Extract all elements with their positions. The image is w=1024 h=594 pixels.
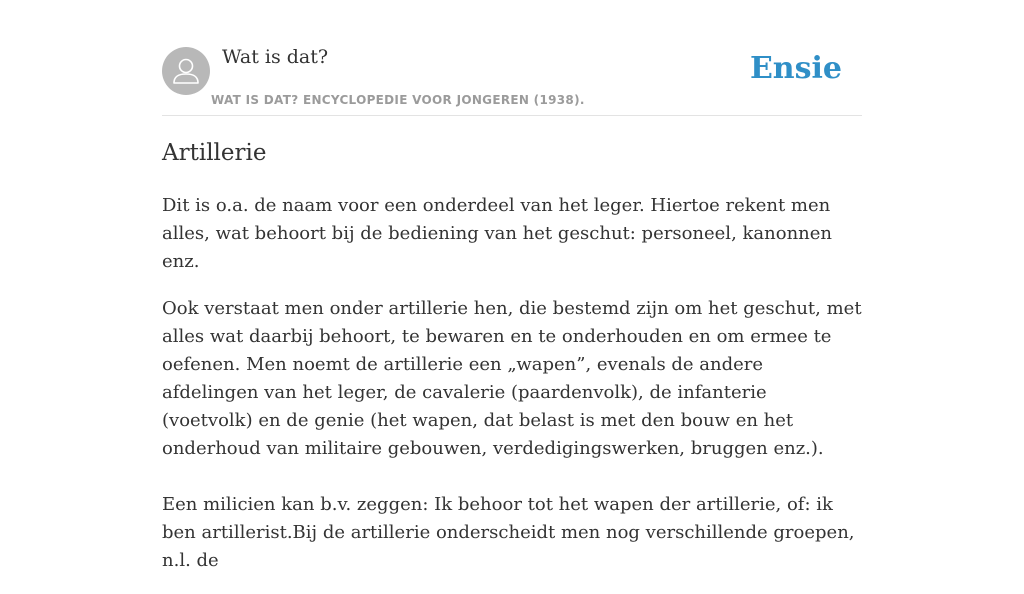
page-container [162,0,862,571]
brand-logo-link[interactable]: Ensie [749,51,842,86]
article-body [162,192,862,594]
avatar[interactable] [162,47,210,95]
source-header [162,0,862,116]
source-title[interactable]: Wat is dat? [222,46,329,68]
article-paragraph-3: Een milicien kan b.v. zeggen: Ik behoor tot het wapen der artillerie, of: ik ben artillerist.Bij de artillerie onderscheidt men nog verschillende groepen, n.l. de [162,494,855,571]
source-subtitle: WAT IS DAT? ENCYCLOPEDIE VOOR JONGEREN (1938). [211,93,585,107]
article-paragraph-2: Ook verstaat men onder artillerie hen, die bestemd zijn om het geschut, met alles wat daarbij behoort, te bewaren en te onderhouden en om ermee te oefenen. Men noemt de artillerie een „wapen”, evenals de andere afdelingen van het leger, de cavalerie (paardenvolk), de infanterie (voetvolk) en de genie (het wapen, dat belast is met den bouw en het onderhoud van militaire gebouwen, verdedigingswerken, bruggen enz.). [162,298,862,459]
article-title: Artillerie [162,140,267,166]
article-paragraph-1: Dit is o.a. de naam voor een onderdeel van het leger. Hiertoe rekent men alles, wat behoort bij de bediening van het geschut: personeel, kanonnen enz. [162,195,833,272]
user-silhouette-icon [162,47,210,95]
